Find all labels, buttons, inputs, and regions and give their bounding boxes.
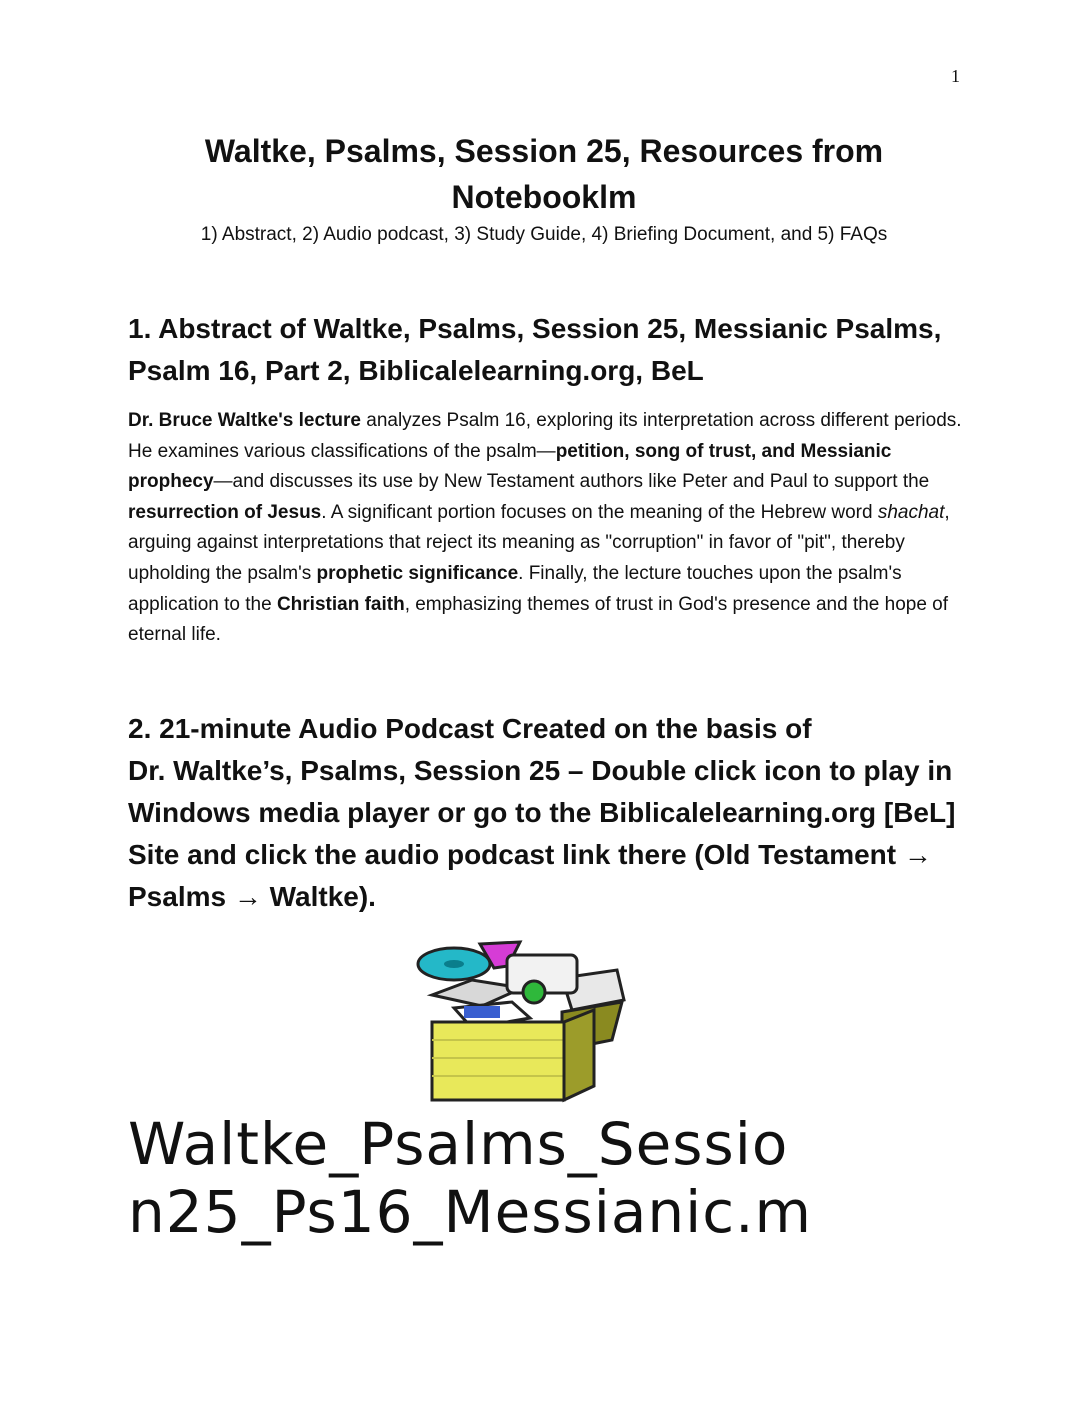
title-line-2: Notebooklm: [451, 179, 637, 215]
title-line-1: Waltke, Psalms, Session 25, Resources from: [204, 133, 884, 169]
abstract-text-6: . A significant portion focuses on the meaning of the Hebrew word: [321, 501, 878, 523]
abstract-bold-11: Christian faith: [276, 593, 405, 615]
section-2-line-3: Windows media player or go to the Biblicalelearning.org [BeL]: [128, 797, 956, 828]
abstract-text-4: —and discusses its use by New Testament authors like Peter and Paul to support the: [213, 471, 930, 493]
abstract-text-12: , emphasizing themes of trust in God's presence and the hope of eternal life.: [128, 593, 949, 646]
document-title: [128, 128, 960, 220]
arrow-icon: →: [233, 881, 262, 912]
section-2-heading: [128, 708, 968, 918]
abstract-paragraph: [128, 406, 968, 651]
abstract-bold-3: petition, song of trust, and Messianic prophecy: [128, 440, 892, 493]
section-2-line-5b: Waltke).: [261, 881, 376, 912]
section-2-line-1: 2. 21-minute Audio Podcast Created on the basis of: [128, 713, 812, 744]
filename-line-1: Waltke_Psalms_Sessio: [128, 1110, 789, 1178]
filename-line-2: n25_Ps16_Messianic.m: [128, 1178, 813, 1246]
abstract-italic-7: shachat: [877, 501, 945, 523]
abstract-text-8: , arguing against interpretations that reject its meaning as "corruption" in favor of "pit", thereby upholding the psalm's: [128, 501, 950, 584]
abstract-text-2: analyzes Psalm 16, exploring its interpretation across different periods. He examines various classifications of the psalm—: [128, 410, 962, 462]
document-subtitle: 1) Abstract, 2) Audio podcast, 3) Study Guide, 4) Briefing Document, and 5) FAQs: [200, 224, 888, 245]
arrow-icon: →: [903, 839, 932, 870]
section-1-heading: 1. Abstract of Waltke, Psalms, Session 25, Messianic Psalms, Psalm 16, Part 2, Biblicalelearning.org, BeL: [128, 313, 942, 386]
section-2-line-4: Site and click the audio podcast link there (Old Testament: [128, 839, 904, 870]
abstract-bold-9: prophetic significance: [316, 562, 519, 584]
section-2-line-2: Dr. Waltke’s, Psalms, Session 25 – Double click icon to play in: [128, 755, 953, 786]
package-icon[interactable]: [412, 940, 632, 1105]
abstract-bold-1: Dr. Bruce Waltke's lecture: [128, 410, 361, 431]
section-2-line-5a: Psalms: [128, 881, 234, 912]
abstract-text-10: . Finally, the lecture touches upon the psalm's application to the: [128, 562, 902, 615]
page-number: 1: [951, 66, 960, 86]
abstract-bold-5: resurrection of Jesus: [128, 501, 322, 523]
attachment-filename[interactable]: [128, 1110, 968, 1246]
